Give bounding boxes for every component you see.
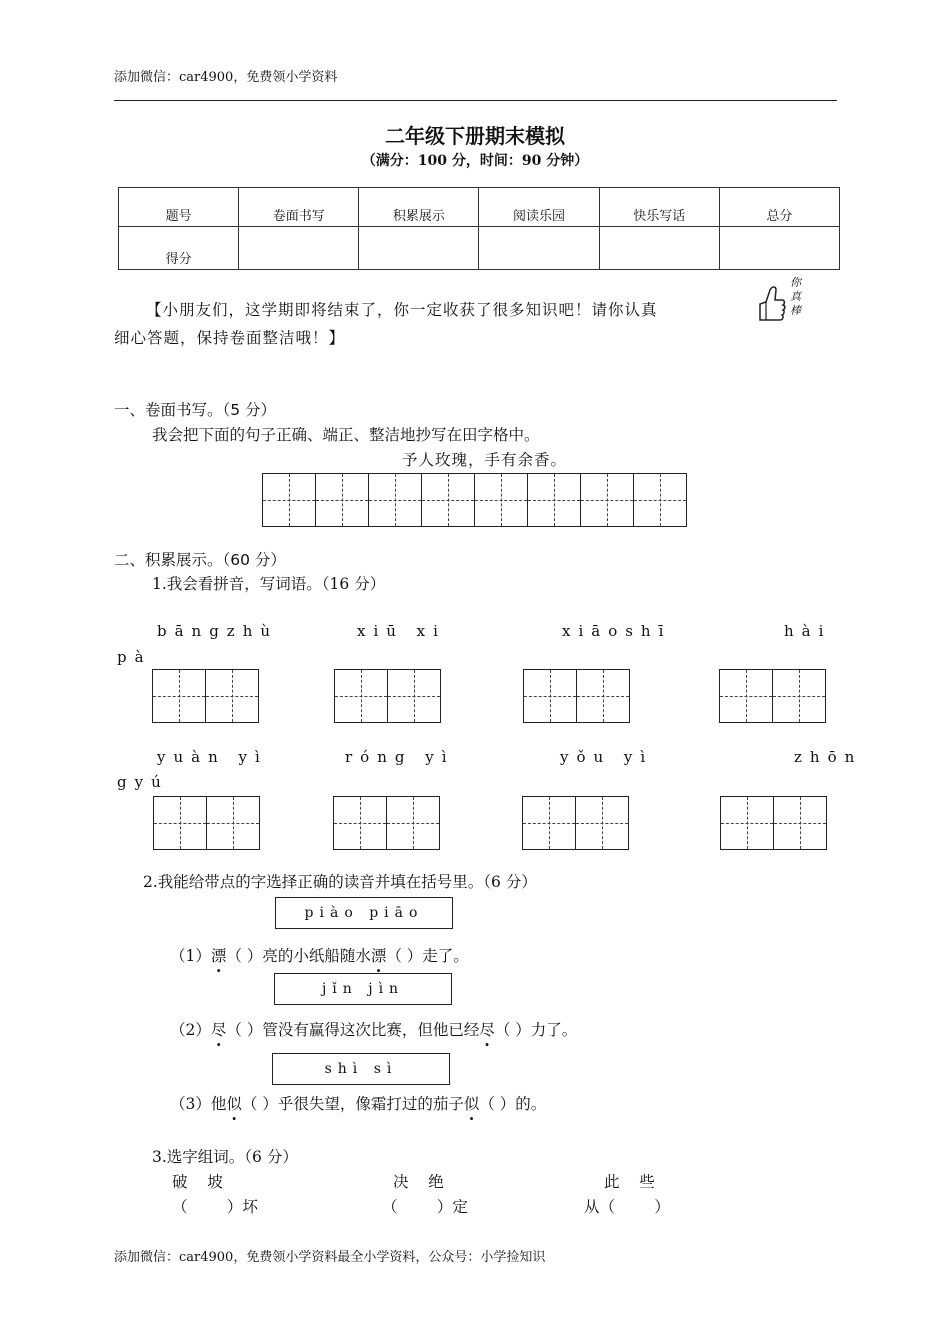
section1-sentence: 予人玫瑰，手有余香。 — [402, 451, 568, 469]
pinyin-label: hài — [784, 622, 832, 640]
answer-grid[interactable] — [333, 796, 440, 850]
q1-title: 1.我会看拼音，写词语。（16 分） — [152, 575, 386, 593]
answer-grid[interactable] — [334, 669, 441, 723]
score-input-cell[interactable] — [719, 227, 839, 270]
score-table — [118, 187, 840, 270]
answer-grid[interactable] — [152, 669, 259, 723]
section2-heading: 二、积累展示。（60 分） — [114, 551, 286, 569]
table-row-label: 得分 — [119, 227, 239, 270]
pinyin-label: bāngzhù — [157, 622, 279, 640]
answer-grid[interactable] — [720, 796, 827, 850]
q3-blank[interactable]: 从（ ） — [584, 1198, 670, 1216]
q3-blank[interactable]: （ ）定 — [382, 1198, 468, 1216]
q2-title: 2.我能给带点的字选择正确的读音并填在括号里。（6 分） — [143, 873, 537, 891]
answer-grid[interactable] — [153, 796, 260, 850]
answer-grid[interactable] — [522, 796, 629, 850]
intro-line-2: 细心答题，保持卷面整洁哦！】 — [114, 329, 346, 347]
page-title: 二年级下册期末模拟 — [385, 124, 565, 148]
q2-item-2: （2）尽（ ）管没有赢得这次比赛，但他已经尽（ ）力了。 — [170, 1021, 578, 1039]
table-header-cell: 卷面书写 — [239, 188, 359, 227]
q2-item-1: （1）漂（ ）亮的小纸船随水漂（ ）走了。 — [170, 947, 469, 965]
table-header-cell: 阅读乐园 — [479, 188, 599, 227]
table-header-cell: 总分 — [719, 188, 839, 227]
pinyin-options-box: piào piāo — [275, 897, 453, 929]
section1-instruction: 我会把下面的句子正确、端正、整洁地抄写在田字格中。 — [152, 426, 540, 444]
score-input-cell[interactable] — [479, 227, 599, 270]
table-header-cell: 题号 — [119, 188, 239, 227]
thumb-text: 你真棒 — [790, 276, 801, 317]
q3-chars: 此 些 — [604, 1173, 655, 1191]
answer-grid[interactable] — [719, 669, 826, 723]
pinyin-label: yǒu yì — [560, 748, 654, 766]
table-header-cell: 积累展示 — [359, 188, 479, 227]
pinyin-options-box: jǐn jìn — [274, 973, 452, 1005]
page-subtitle: （满分：100 分，时间：90 分钟） — [361, 153, 589, 169]
pinyin-label: xiāoshī — [562, 622, 672, 640]
pinyin-label: yuàn yì — [157, 748, 268, 766]
q3-chars: 决 绝 — [393, 1173, 444, 1191]
pinyin-label: zhōn — [794, 748, 863, 766]
score-input-cell[interactable] — [359, 227, 479, 270]
pinyin-label: xiū xi — [357, 622, 446, 640]
thumbs-up-icon — [754, 276, 810, 326]
writing-grid[interactable] — [262, 473, 687, 527]
q3-chars: 破 坡 — [172, 1173, 223, 1191]
pinyin-label: róng yì — [345, 748, 455, 766]
pinyin-label: gyú — [117, 773, 169, 791]
section1-heading: 一、卷面书写。（5 分） — [114, 401, 277, 419]
pinyin-options-box: shì sì — [272, 1053, 450, 1085]
answer-grid[interactable] — [523, 669, 630, 723]
q3-title: 3.选字组词。（6 分） — [152, 1148, 298, 1166]
header-rule — [114, 100, 837, 101]
table-header-cell: 快乐写话 — [599, 188, 719, 227]
score-input-cell[interactable] — [239, 227, 359, 270]
header-note: 添加微信：car4900，免费领小学资料 — [114, 70, 338, 85]
intro-text — [114, 296, 754, 352]
q3-blank[interactable]: （ ）坏 — [172, 1198, 258, 1216]
pinyin-label: pà — [117, 648, 152, 666]
q2-item-3: （3）他似（ ）乎很失望，像霜打过的茄子似（ ）的。 — [170, 1095, 547, 1113]
footer-note: 添加微信：car4900，免费领小学资料最全小学资料，公众号：小学捡知识 — [114, 1250, 546, 1265]
intro-line-1: 【小朋友们，这学期即将结束了，你一定收获了很多知识吧！请你认真 — [146, 301, 658, 319]
score-input-cell[interactable] — [599, 227, 719, 270]
